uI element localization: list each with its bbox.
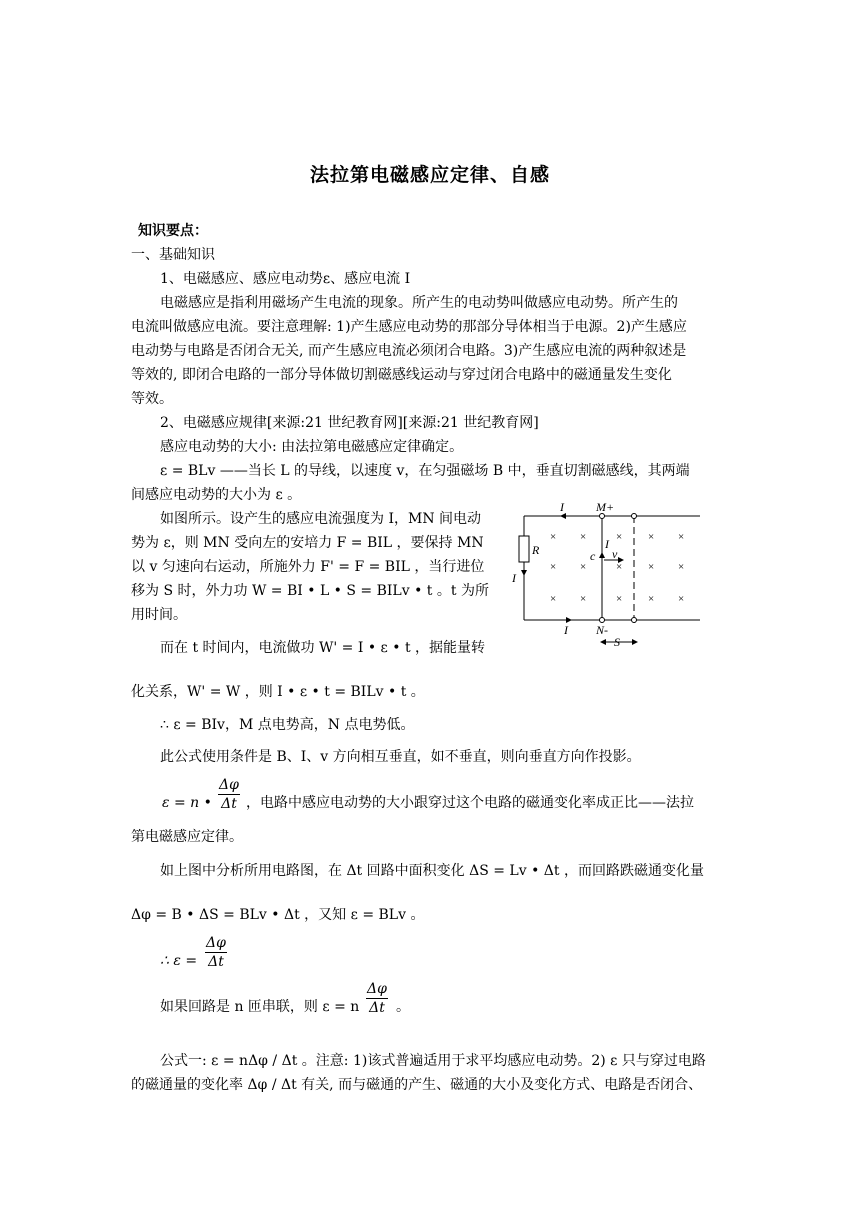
paragraph-line: 如图所示。设产生的感应电流强度为 I，MN 间电动 bbox=[160, 511, 482, 527]
formula-line: ε = BLv ——当长 L 的导线，以速度 v，在匀强磁场 B 中，垂直切割磁感线，其两端 bbox=[160, 463, 690, 479]
paragraph-line: 等效。 bbox=[131, 391, 173, 407]
label-current-bottom: I bbox=[564, 623, 568, 637]
paragraph-line: 如上图中分析所用电路图，在 Δt 回路中面积变化 ΔS = Lv • Δt ，而回路跌磁通变化量 bbox=[160, 863, 704, 879]
eq2-denominator: Δt bbox=[208, 954, 224, 970]
paragraph-line: ∴ ε = BIv，M 点电势高，N 点电势低。 bbox=[160, 717, 415, 733]
paragraph-line: 等效的, 即闭合电路的一部分导体做切割磁感线运动与穿过闭合电路中的磁通量发生变化 bbox=[131, 367, 672, 383]
label-current-left: I bbox=[512, 571, 516, 585]
section-heading: 知识要点： bbox=[138, 223, 208, 239]
eq1-denominator: Δt bbox=[221, 796, 237, 812]
paragraph-line: Δφ = B • ΔS = BLv • Δt ，又知 ε = BLv 。 bbox=[131, 907, 425, 923]
field-cross: × bbox=[580, 531, 587, 543]
paragraph-line: 感应电动势的大小: 由法拉第电磁感应定律确定。 bbox=[160, 439, 464, 455]
field-cross: × bbox=[580, 593, 587, 605]
paragraph-line: 化关系，W' = W ，则 I • ε • t = BILv • t 。 bbox=[131, 684, 425, 700]
paragraph-line: 电动势与电路是否闭合无关, 而产生感应电流必须闭合电路。3)产生感应电流的两种叙述是 bbox=[131, 343, 687, 359]
eq1-lhs: ε = n • bbox=[162, 795, 212, 811]
eq1-numerator: Δφ bbox=[219, 777, 239, 793]
field-cross: × bbox=[678, 593, 685, 605]
field-cross: × bbox=[648, 561, 655, 573]
paragraph-line: 以 v 匀速向右运动，所施外力 F' = F = BIL ，当行进位 bbox=[131, 559, 485, 575]
label-c: c bbox=[590, 549, 596, 563]
current-arrow-left bbox=[521, 570, 527, 576]
field-cross: × bbox=[678, 531, 685, 543]
eq3-denominator: Δt bbox=[369, 1000, 385, 1016]
field-cross: × bbox=[580, 561, 587, 573]
page-title: 法拉第电磁感应定律、自感 bbox=[309, 164, 550, 186]
label-r: R bbox=[532, 543, 540, 557]
paragraph-line: ，电路中感应电动势的大小跟穿过这个电路的磁通变化率成正比——法拉 bbox=[246, 795, 694, 811]
resistor bbox=[519, 536, 529, 562]
paragraph-line: 间感应电动势的大小为 ε 。 bbox=[131, 487, 302, 503]
paragraph-line: 公式一: ε = nΔφ / Δt 。注意: 1)该式普遍适用于求平均感应电动势。2) ε 只与穿过电路 bbox=[160, 1053, 706, 1069]
field-cross: × bbox=[678, 561, 685, 573]
magnetic-field-crosses bbox=[550, 531, 684, 605]
paragraph-line: 用时间。 bbox=[131, 607, 187, 623]
item2-heading: 2、电磁感应规律[来源:21 世纪教育网][来源:21 世纪教育网] bbox=[160, 415, 539, 431]
paragraph-line: 此公式使用条件是 B、I、v 方向相互垂直，如不垂直，则向垂直方向作投影。 bbox=[160, 749, 641, 765]
node-m-final bbox=[632, 514, 637, 519]
displacement-arrow-right bbox=[632, 639, 638, 645]
label-n: N- bbox=[596, 623, 608, 637]
circuit-diagram bbox=[508, 496, 712, 652]
field-cross: × bbox=[648, 593, 655, 605]
field-cross: × bbox=[616, 593, 623, 605]
field-cross: × bbox=[550, 593, 557, 605]
eq2-fraction bbox=[205, 934, 227, 971]
paragraph-line: 而在 t 时间内，电流做功 W' = I • ε • t ，据能量转 bbox=[160, 640, 486, 656]
current-arrow-rod bbox=[599, 552, 605, 558]
eq1-fraction bbox=[218, 776, 240, 813]
eq2-lhs: ∴ ε = bbox=[160, 953, 198, 969]
field-cross: × bbox=[550, 561, 557, 573]
field-cross: × bbox=[616, 531, 623, 543]
label-current-rod: I bbox=[605, 537, 609, 551]
node-m bbox=[600, 514, 605, 519]
paragraph-line: 的磁通量的变化率 Δφ / Δt 有关, 而与磁通的产生、磁通的大小及变化方式、电路是否闭合、 bbox=[131, 1077, 703, 1093]
paragraph-line: 电流叫做感应电流。要注意理解: 1)产生感应电动势的那部分导体相当于电源。2)产生感应 bbox=[131, 319, 687, 335]
item1-heading: 1、电磁感应、感应电动势ε、感应电流 I bbox=[160, 271, 411, 287]
eq3-lhs: 如果回路是 n 匝串联，则 ε = n bbox=[160, 999, 360, 1015]
eq3-end: 。 bbox=[396, 999, 410, 1015]
label-m: M+ bbox=[596, 500, 615, 514]
label-v: v bbox=[612, 547, 618, 561]
field-cross: × bbox=[616, 561, 623, 573]
label-s: S bbox=[614, 635, 620, 649]
eq3-numerator: Δφ bbox=[367, 981, 387, 997]
paragraph-line: 电磁感应是指利用磁场产生电流的现象。所产生的电动势叫做感应电动势。所产生的 bbox=[160, 295, 678, 311]
field-cross: × bbox=[550, 531, 557, 543]
paragraph-line: 移为 S 时，外力功 W = BI • L • S = BILv • t 。t 为所 bbox=[131, 583, 489, 599]
label-current-top: I bbox=[560, 500, 564, 514]
part1-heading: 一、基础知识 bbox=[131, 247, 215, 263]
displacement-arrow-left bbox=[600, 639, 606, 645]
node-n bbox=[600, 618, 605, 623]
field-cross: × bbox=[648, 531, 655, 543]
paragraph-line: 第电磁感应定律。 bbox=[131, 829, 243, 845]
node-n-final bbox=[632, 618, 637, 623]
paragraph-line: 势为 ε，则 MN 受向左的安培力 F = BIL ，要保持 MN bbox=[131, 535, 484, 551]
eq2-numerator: Δφ bbox=[206, 935, 226, 951]
eq3-fraction bbox=[366, 980, 388, 1017]
